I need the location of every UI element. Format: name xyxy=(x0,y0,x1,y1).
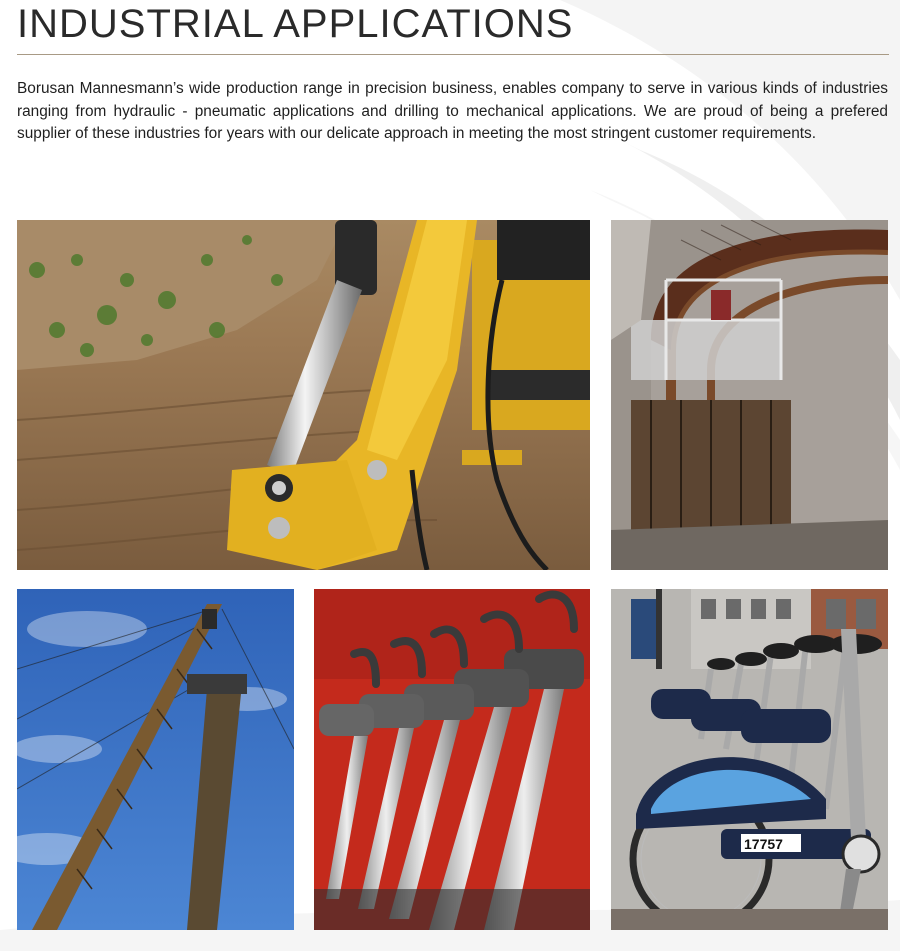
bike-number-label: 17757 xyxy=(744,836,783,852)
title-divider xyxy=(17,54,889,55)
bike-share-photo xyxy=(611,589,888,930)
excavator-hydraulic-photo xyxy=(17,220,590,570)
intro-paragraph: Borusan Mannesmann’s wide production range in precision business, enables company to serve in various kinds of industries ranging from hydraulic - pneumatic applications and drilling to mechanical applications. We are proud of being a prefered supplier of these industries for years with our delicate approach in meeting the most stringent customer requirements. xyxy=(17,80,888,142)
drilling-rig-photo xyxy=(17,589,294,930)
page-title: INDUSTRIAL APPLICATIONS xyxy=(17,2,574,46)
tunnel-construction-photo xyxy=(611,220,888,570)
exercise-bikes-photo xyxy=(314,589,590,930)
